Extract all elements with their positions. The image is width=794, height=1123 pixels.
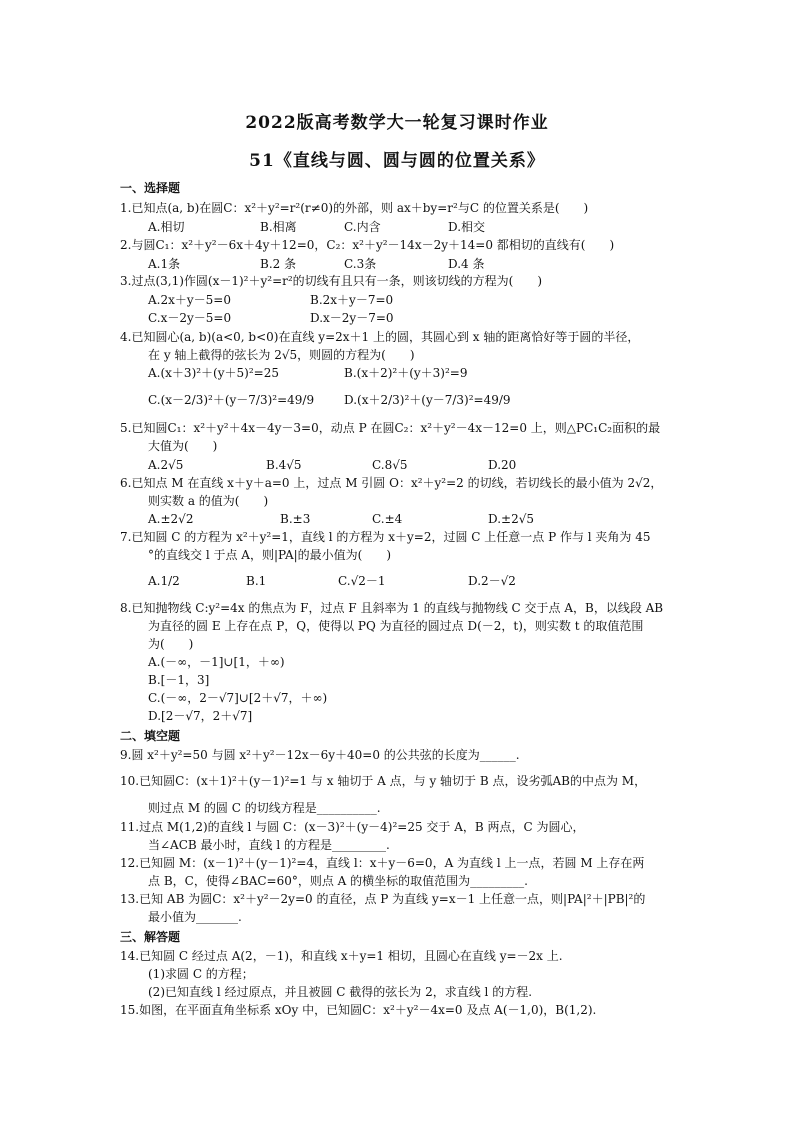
- section-heading-answer: 三、解答题: [120, 930, 181, 944]
- question-11-line1: 11.过点 M(1,2)的直线 l 与圆 C：(x－3)²＋(y－4)²=25 交于 A，B 两点，C 为圆心，: [120, 820, 585, 834]
- q3-option-d: D.x－2y－7=0: [310, 311, 394, 325]
- q4-option-a: A.(x＋3)²＋(y＋5)²=25: [148, 366, 279, 380]
- question-14-part1: (1)求圆 C 的方程；: [148, 967, 254, 981]
- q7-option-a: A.1/2: [148, 574, 180, 588]
- q8-option-d: D.[2－√7，2＋√7]: [148, 709, 253, 723]
- q6-option-d: D.±2√5: [488, 512, 534, 526]
- question-3-stem: 3.过点(3,1)作圆(x－1)²＋y²=r²的切线有且只有一条，则该切线的方程为( ): [120, 274, 543, 288]
- question-11-line2: 当∠ACB 最小时，直线 l 的方程是_________.: [148, 838, 390, 852]
- q7-option-c: C.√2－1: [338, 574, 386, 588]
- q2-option-c: C.3条: [344, 257, 377, 271]
- question-14-line1: 14.已知圆 C 经过点 A(2，－1)，和直线 x＋y=1 相切，且圆心在直线 y=－2x 上.: [120, 949, 563, 963]
- q3-option-b: B.2x＋y－7=0: [310, 293, 394, 307]
- question-5-stem-line1: 5.已知圆C₁：x²＋y²＋4x－4y－3=0，动点 P 在圆C₂：x²＋y²－4x－12=0 上，则△PC₁C₂面积的最: [120, 421, 661, 435]
- question-6-stem-line1: 6.已知点 M 在直线 x＋y＋a=0 上，过点 M 引圆 O：x²＋y²=2 的切线，若切线长的最小值为 2√2，: [120, 476, 663, 490]
- q5-option-a: A.2√5: [148, 458, 184, 472]
- q1-option-d: D.相交: [448, 220, 486, 234]
- question-7-stem-line2: °的直线交 l 于点 A，则|PA|的最小值为( ): [148, 548, 392, 562]
- q4-option-b: B.(x＋2)²＋(y＋3)²=9: [344, 366, 468, 380]
- question-10-line2: 则过点 M 的圆 C 的切线方程是__________.: [148, 801, 381, 815]
- question-9: 9.圆 x²＋y²=50 与圆 x²＋y²－12x－6y＋40=0 的公共弦的长度为______.: [120, 748, 520, 762]
- question-13-line2: 最小值为_______.: [148, 910, 242, 924]
- question-2-stem: 2.与圆C₁：x²＋y²－6x＋4y＋12=0，C₂：x²＋y²－14x－2y＋14=0 都相切的直线有( ): [120, 238, 615, 252]
- question-8-stem-line3: 为( ): [148, 637, 194, 651]
- q6-option-a: A.±2√2: [148, 512, 194, 526]
- question-6-stem-line2: 则实数 a 的值为( ): [148, 494, 269, 508]
- question-1-stem: 1.已知点(a, b)在圆C：x²＋y²=r²(r≠0)的外部，则 ax＋by=r²与C 的位置关系是( ): [120, 201, 589, 215]
- question-12-line1: 12.已知圆 M：(x－1)²＋(y－1)²=4，直线 l：x＋y－6=0，A 为直线 l 上一点，若圆 M 上存在两: [120, 856, 645, 870]
- q6-option-b: B.±3: [280, 512, 311, 526]
- q4-option-d: D.(x＋2/3)²＋(y－7/3)²=49/9: [344, 393, 511, 407]
- q8-option-b: B.[－1，3]: [148, 673, 210, 687]
- q2-option-d: D.4 条: [448, 257, 485, 271]
- question-4-stem-line2: 在 y 轴上截得的弦长为 2√5，则圆的方程为( ): [148, 348, 415, 362]
- q5-option-d: D.20: [488, 458, 517, 472]
- question-13-line1: 13.已知 AB 为圆C：x²＋y²－2y=0 的直径，点 P 为直线 y=x－1 上任意一点，则|PA|²＋|PB|²的: [120, 892, 646, 906]
- q2-option-b: B.2 条: [260, 257, 297, 271]
- question-8-stem-line2: 为直径的圆 E 上存在点 P，Q，使得以 PQ 为直径的圆过点 D(－2，t)，则实数 t 的取值范围: [148, 619, 644, 633]
- q7-option-d: D.2－√2: [468, 574, 516, 588]
- question-10-line1: 10.已知圆C：(x＋1)²＋(y－1)²=1 与 x 轴切于 A 点，与 y 轴切于 B 点，设劣弧AB的中点为 M，: [120, 774, 647, 788]
- section-heading-fill: 二、填空题: [120, 729, 181, 743]
- question-12-line2: 点 B，C，使得∠BAC=60°，则点 A 的横坐标的取值范围为_________.: [148, 874, 528, 888]
- q3-option-a: A.2x＋y－5=0: [148, 293, 231, 307]
- q3-option-c: C.x－2y－5=0: [148, 311, 232, 325]
- q8-option-c: C.(－∞，2－√7]∪[2＋√7，＋∞): [148, 691, 328, 705]
- q1-option-c: C.内含: [344, 220, 381, 234]
- q8-option-a: A.(－∞，－1]∪[1，＋∞): [148, 655, 285, 669]
- q5-option-c: C.8√5: [372, 458, 408, 472]
- q1-option-b: B.相离: [260, 220, 297, 234]
- doc-subtitle: 51《直线与圆、圆与圆的位置关系》: [249, 151, 545, 171]
- section-heading-choice: 一、选择题: [120, 181, 181, 195]
- q7-option-b: B.1: [246, 574, 267, 588]
- q2-option-a: A.1条: [148, 257, 181, 271]
- question-7-stem-line1: 7.已知圆 C 的方程为 x²＋y²=1，直线 l 的方程为 x＋y=2，过圆 C 上任意一点 P 作与 l 夹角为 45: [120, 530, 651, 544]
- q5-option-b: B.4√5: [266, 458, 302, 472]
- question-4-stem-line1: 4.已知圆心(a, b)(a<0, b<0)在直线 y=2x＋1 上的圆，其圆心到 x 轴的距离恰好等于圆的半径，: [120, 330, 640, 344]
- question-8-stem-line1: 8.已知抛物线 C:y²=4x 的焦点为 F，过点 F 且斜率为 1 的直线与抛物线 C 交于点 A，B，以线段 AB: [120, 601, 664, 615]
- q4-option-c: C.(x－2/3)²＋(y－7/3)²=49/9: [148, 393, 315, 407]
- question-15: 15.如图，在平面直角坐标系 xOy 中，已知圆C：x²＋y²－4x=0 及点 A(－1,0)，B(1,2).: [120, 1003, 597, 1017]
- q1-option-a: A.相切: [148, 220, 185, 234]
- q6-option-c: C.±4: [372, 512, 403, 526]
- question-5-stem-line2: 大值为( ): [148, 439, 218, 453]
- question-14-part2: (2)已知直线 l 经过原点，并且被圆 C 截得的弦长为 2，求直线 l 的方程.: [148, 985, 533, 999]
- doc-title: 2022版高考数学大一轮复习课时作业: [245, 113, 549, 133]
